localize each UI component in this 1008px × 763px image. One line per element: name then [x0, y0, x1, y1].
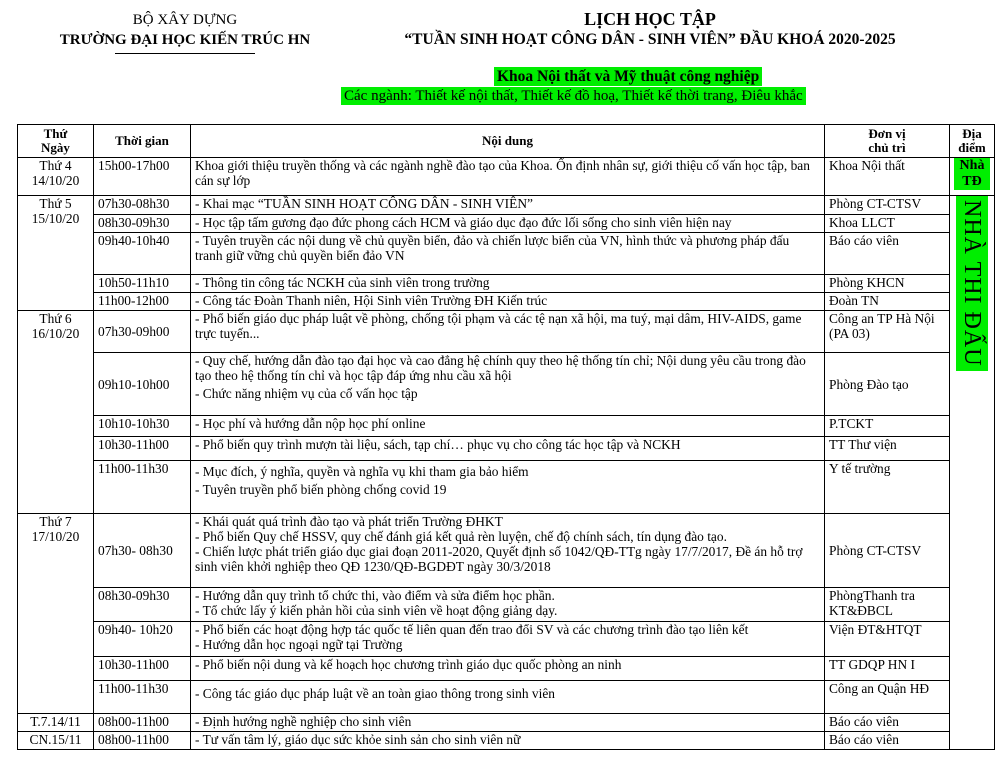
table-row: [18, 196, 995, 215]
content-cell: - Công tác giáo dục pháp luật về an toàn giao thông trong sinh viên: [191, 681, 825, 714]
content-cell: - Mục đích, ý nghĩa, quyền và nghĩa vụ khi tham gia bảo hiểm - Tuyên truyền phổ biến phòng chống covid 19: [191, 461, 825, 514]
content-cell: - Hướng dẫn quy trình tổ chức thi, vào điểm và sửa điểm học phần. - Tổ chức lấy ý kiến phản hồi của sinh viên về hoạt động giảng dạy.: [191, 588, 825, 622]
table-row: [18, 732, 995, 750]
org-cell: P.TCKT: [825, 416, 950, 437]
time-cell: 07h30-09h00: [94, 311, 191, 353]
org-cell: Báo cáo viên: [825, 732, 950, 750]
header-left: [40, 10, 330, 54]
org-cell: Khoa LLCT: [825, 215, 950, 233]
day-cell: Thứ 5 15/10/20: [18, 196, 94, 311]
schedule-title: LỊCH HỌC TẬP: [584, 9, 716, 29]
ministry-name: BỘ XÂY DỰNG: [132, 12, 238, 28]
content-cell: - Quy chế, hướng dẫn đào tạo đại học và cao đẳng hệ chính quy theo hệ thống tín chỉ; Nội dung yêu cầu trong đào tạo theo hệ thống tín chỉ và học tập đáp ứng nhu cầu xã hội - Chức năng nhiệm vụ của cố vấn học tập: [191, 353, 825, 416]
content-cell: - Công tác Đoàn Thanh niên, Hội Sinh viên Trường ĐH Kiến trúc: [191, 293, 825, 311]
content-cell: - Khai mạc “TUẦN SINH HOẠT CÔNG DÂN - SINH VIÊN”: [191, 196, 825, 215]
location-label: NHÀ THI ĐẤU: [956, 196, 988, 371]
time-cell: 08h00-11h00: [94, 732, 191, 750]
faculty-name: Khoa Nội thất và Mỹ thuật công nghiệp: [494, 67, 762, 86]
majors-list: Các ngành: Thiết kế nội thất, Thiết kế đồ hoạ, Thiết kế thời trang, Điêu khắc: [341, 87, 806, 105]
time-cell: 07h30-08h30: [94, 196, 191, 215]
table-row: [18, 588, 995, 622]
org-cell: Công an Quận HĐ: [825, 681, 950, 714]
header-right: [330, 8, 970, 50]
time-cell: 15h00-17h00: [94, 158, 191, 196]
time-cell: 11h00-11h30: [94, 461, 191, 514]
day-cell: Thứ 4 14/10/20: [18, 158, 94, 196]
table-row: [18, 416, 995, 437]
location-cell: [950, 158, 995, 196]
location-label: Nhà TĐ: [954, 158, 990, 190]
table-row: [18, 657, 995, 681]
org-cell: Công an TP Hà Nội (PA 03): [825, 311, 950, 353]
table-row: [18, 714, 995, 732]
day-cell: T.7.14/11: [18, 714, 94, 732]
content-cell: - Học phí và hướng dẫn nộp học phí online: [191, 416, 825, 437]
content-cell: - Học tập tấm gương đạo đức phong cách HCM và giáo dục đạo đức lối sống cho sinh viên hiện nay: [191, 215, 825, 233]
day-cell: CN.15/11: [18, 732, 94, 750]
time-cell: 11h00-11h30: [94, 681, 191, 714]
location-cell: [950, 196, 995, 750]
org-cell: Phòng CT-CTSV: [825, 196, 950, 215]
table-row: [18, 233, 995, 275]
content-cell: - Định hướng nghề nghiệp cho sinh viên: [191, 714, 825, 732]
time-cell: 09h10-10h00: [94, 353, 191, 416]
org-cell: Phòng KHCN: [825, 275, 950, 293]
org-cell: Viện ĐT&HTQT: [825, 622, 950, 657]
org-cell: TT Thư viện: [825, 437, 950, 461]
time-cell: 10h30-11h00: [94, 437, 191, 461]
content-cell: - Tuyên truyền các nội dung về chủ quyền biển, đảo và chiến lược biển của VN, hình thức và phương pháp đấu tranh giữ vững chủ quyền biển đảo VN: [191, 233, 825, 275]
content-cell: Khoa giới thiệu truyền thống và các ngành nghề đào tạo của Khoa. Ổn định nhân sự, giới thiệu cố vấn học tập, ban cán sự lớp: [191, 158, 825, 196]
content-cell: - Phổ biến nội dung và kế hoạch học chương trình giáo dục quốc phòng an ninh: [191, 657, 825, 681]
table-row: [18, 311, 995, 353]
col-header-content: Nội dung: [191, 125, 825, 158]
org-cell: Phòng CT-CTSV: [825, 514, 950, 588]
day-cell: Thứ 6 16/10/20: [18, 311, 94, 514]
org-cell: Đoàn TN: [825, 293, 950, 311]
time-cell: 09h40-10h40: [94, 233, 191, 275]
org-cell: Y tế trường: [825, 461, 950, 514]
time-cell: 11h00-12h00: [94, 293, 191, 311]
col-header-time: Thời gian: [94, 125, 191, 158]
time-cell: 08h30-09h30: [94, 215, 191, 233]
content-cell: - Thông tin công tác NCKH của sinh viên trong trường: [191, 275, 825, 293]
schedule-subtitle: “TUẦN SINH HOẠT CÔNG DÂN - SINH VIÊN” ĐẦU KHOÁ 2020-2025: [404, 31, 896, 48]
col-header-location: Địa điểm: [950, 125, 995, 158]
time-cell: 08h00-11h00: [94, 714, 191, 732]
col-header-day: Thứ Ngày: [18, 125, 94, 158]
table-row: [18, 353, 995, 416]
day-cell: Thứ 7 17/10/20: [18, 514, 94, 714]
content-cell: - Khái quát quá trình đào tạo và phát triển Trường ĐHKT - Phổ biến Quy chế HSSV, quy chế đánh giá kết quả rèn luyện, chế độ chính sách, tín dụng đào tạo. - Chiến lược phát triển giáo dục giai đoạn 2011-2020, Quyết định số 1042/QĐ-TTg ngày 17/7/2017, Đề án hỗ trợ sinh viên khởi nghiệp theo QĐ 1230/QĐ-BGDĐT ngày 30/3/2018: [191, 514, 825, 588]
org-cell: PhòngThanh tra KT&ĐBCL: [825, 588, 950, 622]
content-cell: - Tư vấn tâm lý, giáo dục sức khỏe sinh sản cho sinh viên nữ: [191, 732, 825, 750]
time-cell: 08h30-09h30: [94, 588, 191, 622]
time-cell: 10h10-10h30: [94, 416, 191, 437]
table-row: [18, 461, 995, 514]
table-header-row: [18, 125, 995, 158]
table-row: [18, 681, 995, 714]
org-cell: Báo cáo viên: [825, 714, 950, 732]
time-cell: 09h40- 10h20: [94, 622, 191, 657]
time-cell: 07h30- 08h30: [94, 514, 191, 588]
content-cell: - Phổ biến giáo dục pháp luật về phòng, chống tội phạm và các tệ nạn xã hội, ma tuý, mại dâm, HIV-AIDS, game trực tuyến...: [191, 311, 825, 353]
table-row: [18, 215, 995, 233]
org-cell: Báo cáo viên: [825, 233, 950, 275]
org-cell: Khoa Nội thất: [825, 158, 950, 196]
table-row: [18, 158, 995, 196]
time-cell: 10h50-11h10: [94, 275, 191, 293]
table-row: [18, 275, 995, 293]
table-row: [18, 622, 995, 657]
content-cell: - Phổ biến quy trình mượn tài liệu, sách, tạp chí… phục vụ cho công tác học tập và NCKH: [191, 437, 825, 461]
table-row: [18, 293, 995, 311]
col-header-org: Đơn vị chủ trì: [825, 125, 950, 158]
table-row: [18, 437, 995, 461]
org-cell: TT GDQP HN I: [825, 657, 950, 681]
content-cell: - Phổ biến các hoạt động hợp tác quốc tế liên quan đến trao đổi SV và các chương trình đào tạo liên kết - Hướng dẫn học ngoại ngữ tại Trường: [191, 622, 825, 657]
time-cell: 10h30-11h00: [94, 657, 191, 681]
org-cell: Phòng Đào tạo: [825, 353, 950, 416]
schedule-table: [17, 124, 995, 750]
university-name: TRƯỜNG ĐẠI HỌC KIẾN TRÚC HN: [59, 32, 311, 48]
table-row: [18, 514, 995, 588]
header-underline: [115, 53, 255, 54]
